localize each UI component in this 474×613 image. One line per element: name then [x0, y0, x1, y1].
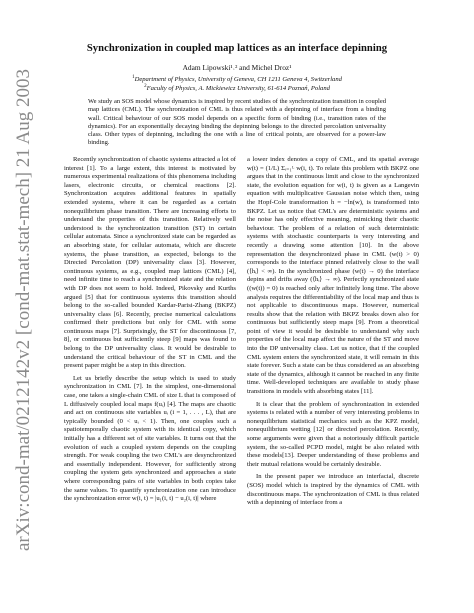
paragraph-bkpz-relation: a lower index denotes a copy of CML, and its spatial average w(t) = (1/L) Σᵢ₌₁ᴸ w(i, t). To relate this problem with BKPZ one argues that in the continuous limit and close to the synchronized state, the evolution equation for w(i, t) is given as a Langevin equation with multiplicative Gaussian noise which then, using the Hopf-Cole transformation h = −ln(w), is transformed into BKPZ. Let us notice that CML's are deterministic systems and the noise has only effective meaning, mimicking their chaotic behaviour. The problem of a relation of such deterministic systems with stochastic counterparts is very interesting and recently a drawing some attention [10]. In the above representation the desynchronized phase in CML (w(t) > 0) corresponds to the interface pinned relatively close to the wall (⟨hᵢ⟩ < ∞). In the synchronized phase (w(t) → 0) the interface depins and drifts away (⟨hᵢ⟩ → ∞). Perfectly synchronized state ((w(t)) = 0) is reached only after infinitely long time. The above analysis requires the differentiability of the local map and thus is not applicable to discontinuous maps. However, numerical results show that the relation with BKPZ breaks down also for continuous but sufficiently steep maps [9]. From a theoretical point of view it would be desirable to understand why such properties of the local map affect the nature of the ST and move into the DP universality class. Let us notice, that if the coupled CML system enters the synchronized state, it will remain in this state forever. Such a state can be thus considered as an absorbing state of the dynamics, although it cannot be reached in any finite time. Well-developed techniques are available to study phase transitions in models with absorbing states [11]. [247, 156, 419, 396]
paragraph-introduction: Recently synchronization of chaotic systems attracted a lot of interest [1]. To a large extent, this interest is motivated by numerous experimental realizations of this phenomena including lasers, electronic circuits, or chemical reactions [2]. Synchronization acquires additional features in spatially extended systems, where it can be regarded as a certain nonequilibrium phase transition. There are increasing efforts to understand the properties of this transition. Relatively well understood is the synchronization transition (ST) in certain cellular automata. Since a synchronized state can be regarded as an absorbing state, for cellular automata, which are discrete systems, the phase transition, as expected, belongs to the Directed Percolation (DP) universality class [3]. However, continuous systems, as e.g., coupled map lattices (CML) [4], need infinite time to reach a synchronized state and the relation with DP does not seem to hold. Indeed, Pikovsky and Kurths argued [5] that for continuous systems this transition should belong to the so-called bounded Kardar-Parisi-Zhang (BKPZ) universality class [6]. Recently, precise numerical calculations confirmed their predictions but only for CML with some continuous maps [7]. Surprisingly, the ST for discontinuous [7, 8], or continuous but sufficiently steep [9] maps was found to belong to the DP universality class. It would be desirable to understand the critical behaviour of the ST in CML and the present paper might be a step in this direction. [64, 156, 236, 370]
affiliation-1-text: Department of Physics, University of Geneva, CH 1211 Geneva 4, Switzerland [134, 76, 342, 84]
arxiv-identifier-stamp [4, 64, 40, 554]
paragraph-present-paper: In the present paper we introduce an interfacial, discrete (SOS) model which is inspired by the dynamics of CML with discontinuous maps. The synchronization of CML is thus related with a depinning of interface from a [247, 473, 419, 507]
author-list: Adam Lipowski¹˒² and Michel Droz¹ [182, 63, 292, 72]
arxiv-identifier-text: arXiv:cond-mat/0212142v2 [cond-mat.stat-mech] 21 Aug 2003 [14, 81, 34, 551]
affiliation-2-mark: 2 [144, 84, 147, 89]
affiliation-1 [40, 75, 434, 83]
paper-title: Synchronization in coupled map lattices as an interface depinning [86, 43, 388, 54]
affiliation-1-mark: 1 [132, 75, 135, 80]
body-left-column [64, 156, 236, 504]
body-right-column [247, 156, 419, 508]
affiliation-2-text: Faculty of Physics, A. Mickiewicz University, 61-614 Poznań, Poland [146, 85, 330, 93]
abstract: We study an SOS model whose dynamics is inspired by recent studies of the synchronization transition in coupled map lattices (CML). The synchronization of CML is thus related with a depinning of interface from a binding wall. Critical behaviour of our SOS model depends on a specific form of binding (i.e., transition rates of the dynamics). For an exponentially decaying binding the depinning belongs to the directed percolation universality class. Other types of depinning, including the one with a line of critical points, are observed for a power-law binding. [88, 98, 386, 147]
paragraph-related-problems: It is clear that the problem of synchronization in extended systems is related with a number of very interesting problems in nonequilibrium statistical mechanics such as the KPZ model, nonequilibrium wetting [12] or directed percolation. Recently, some arguments were given that a notoriously difficult particle system, the so-called PCPD model, might be also related with these models[13]. Deeper understanding of these problems and their mutual relations would be certainly desirable. [247, 400, 419, 468]
affiliation-2 [40, 84, 434, 92]
paragraph-setup: Let us briefly describe the setup which is used to study synchronization in CML [7]. In the simplest, one-dimensional case, one takes a single-chain CML of size L that is composed of L diffusively coupled local maps f(uᵢ) [4]. The maps are chaotic and act on continuous site variables uᵢ (i = 1, . . . , L), that are typically bounded (0 < uᵢ < 1). Then, one couples such a spatiotemporally chaotic system with its identical copy, which initially has a different set of site variables. It turns out that the evolution of such a coupled system depends on the coupling strength. For weak coupling the two CML's are desynchronized and essentially independent. However, for sufficiently strong coupling the system gets synchronized and approaches a state where corresponding pairs of site variables in both copies take the same values. To quantify synchronization one can introduce the synchronization error w(i, t) = |u₁(i, t) − u₂(i, t)| where [64, 374, 236, 503]
